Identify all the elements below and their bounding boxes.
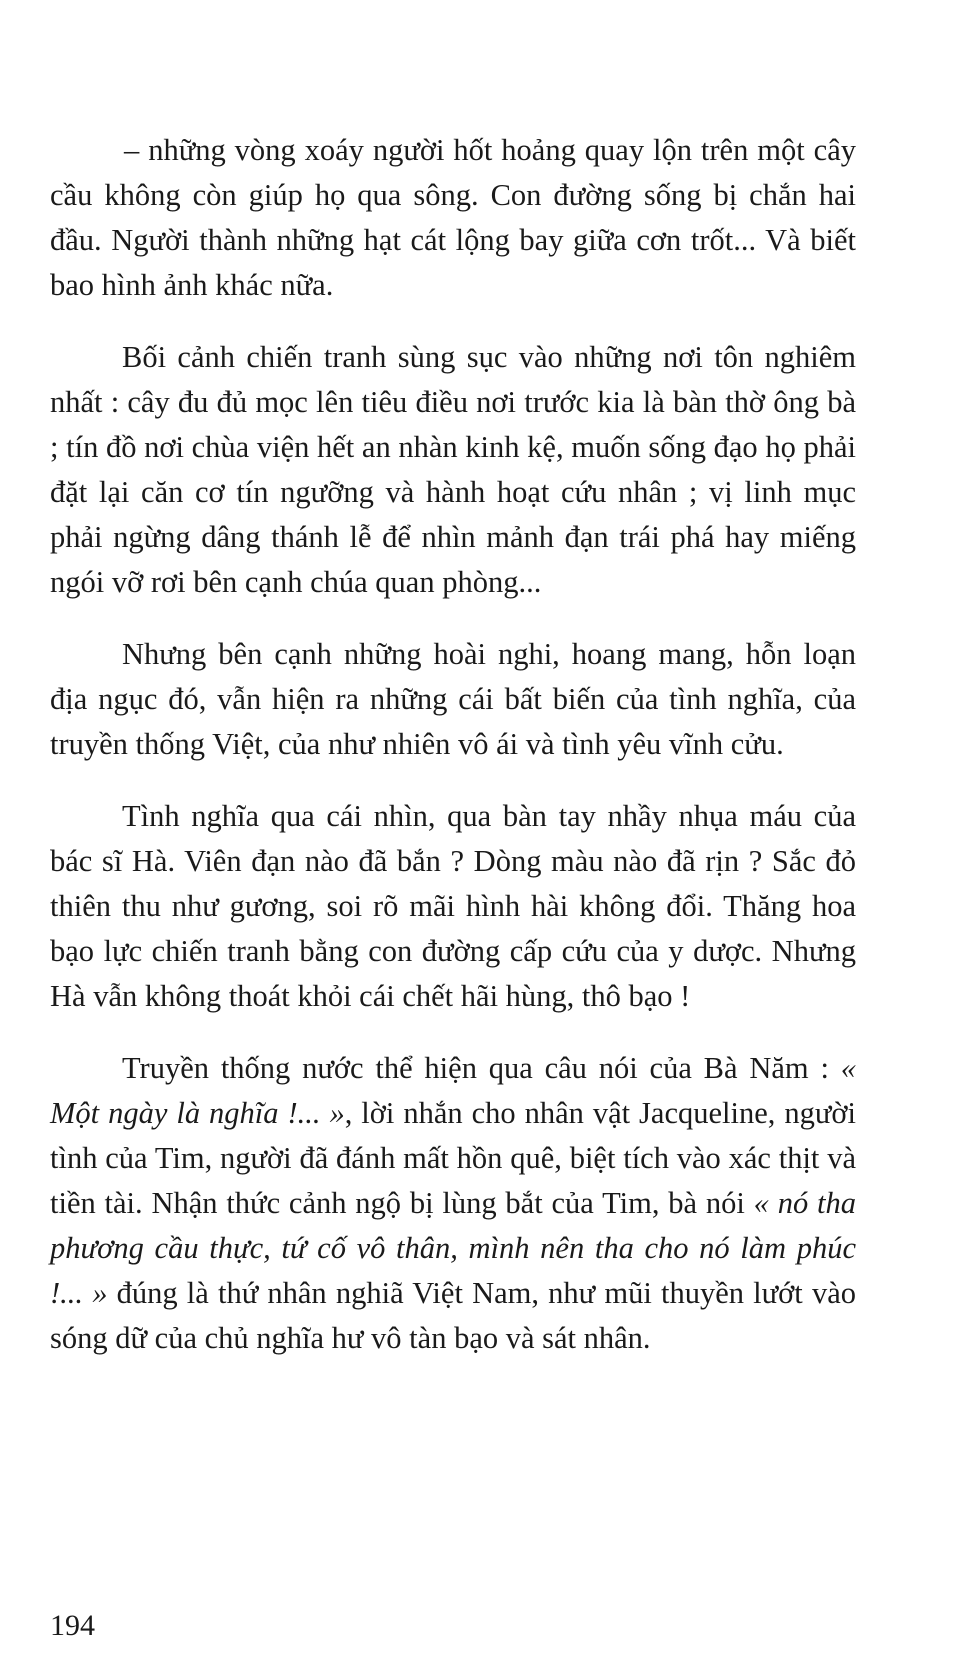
paragraph bbox=[50, 335, 856, 605]
page-number: 194 bbox=[50, 1609, 95, 1642]
quote-text: « Một ngày là nghĩa !... » bbox=[50, 1051, 856, 1130]
text-segment: – những vòng xoáy người hốt hoảng quay lộn trên một cây cầu không còn giúp họ qua sông. Con đường sống bị chắn hai đầu. Người thành những hạt cát lộng bay giữa cơn trốt... Và biết bao hình ảnh khác nữa. bbox=[50, 133, 856, 302]
paragraph bbox=[50, 1046, 856, 1361]
text-segment: Truyền thống nước thể hiện qua câu nói của Bà Năm : bbox=[122, 1051, 841, 1085]
text-segment: đúng là thứ nhân nghiã Việt Nam, như mũi thuyền lướt vào sóng dữ của chủ nghĩa hư vô tàn bạo và sát nhân. bbox=[50, 1276, 856, 1355]
text-segment: Nhưng bên cạnh những hoài nghi, hoang mang, hỗn loạn địa ngục đó, vẫn hiện ra những cái bất biến của tình nghĩa, của truyền thống Việt, của như nhiên vô ái và tình yêu vĩnh cửu. bbox=[50, 637, 856, 761]
text-segment: , lời nhắn cho nhân vật Jacqueline, người tình của Tim, người đã đánh mất hồn quê, biệt tích vào xác thịt và tiền tài. Nhận thức cảnh ngộ bị lùng bắt của Tim, bà nói bbox=[50, 1096, 856, 1220]
paragraph bbox=[50, 128, 856, 308]
paragraph bbox=[50, 632, 856, 767]
quote-text: « nó tha phương cầu thực, tứ cố vô thân, mình nên tha cho nó làm phúc !... » bbox=[50, 1186, 856, 1310]
paragraph bbox=[50, 794, 856, 1019]
body-text bbox=[50, 128, 856, 1388]
text-segment: Bối cảnh chiến tranh sùng sục vào những nơi tôn nghiêm nhất : cây đu đủ mọc lên tiêu điều nơi trước kia là bàn thờ ông bà ; tín đồ nơi chùa viện hết an nhàn kinh kệ, muốn sống đạo họ phải đặt lại căn cơ tín ngưỡng và hành hoạt cứu nhân ; vị linh mục phải ngừng dâng thánh lễ để nhìn mảnh đạn trái phá hay miếng ngói vỡ rơi bên cạnh chúa quan phòng... bbox=[50, 340, 856, 599]
text-segment: Tình nghĩa qua cái nhìn, qua bàn tay nhầy nhụa máu của bác sĩ Hà. Viên đạn nào đã bắn ? Dòng màu nào đã rịn ? Sắc đỏ thiên thu như gương, soi rõ mãi hình hài không đổi. Thăng hoa bạo lực chiến tranh bằng con đường cấp cứu của y dược. Nhưng Hà vẫn không thoát khỏi cái chết hãi hùng, thô bạo ! bbox=[50, 799, 856, 1013]
